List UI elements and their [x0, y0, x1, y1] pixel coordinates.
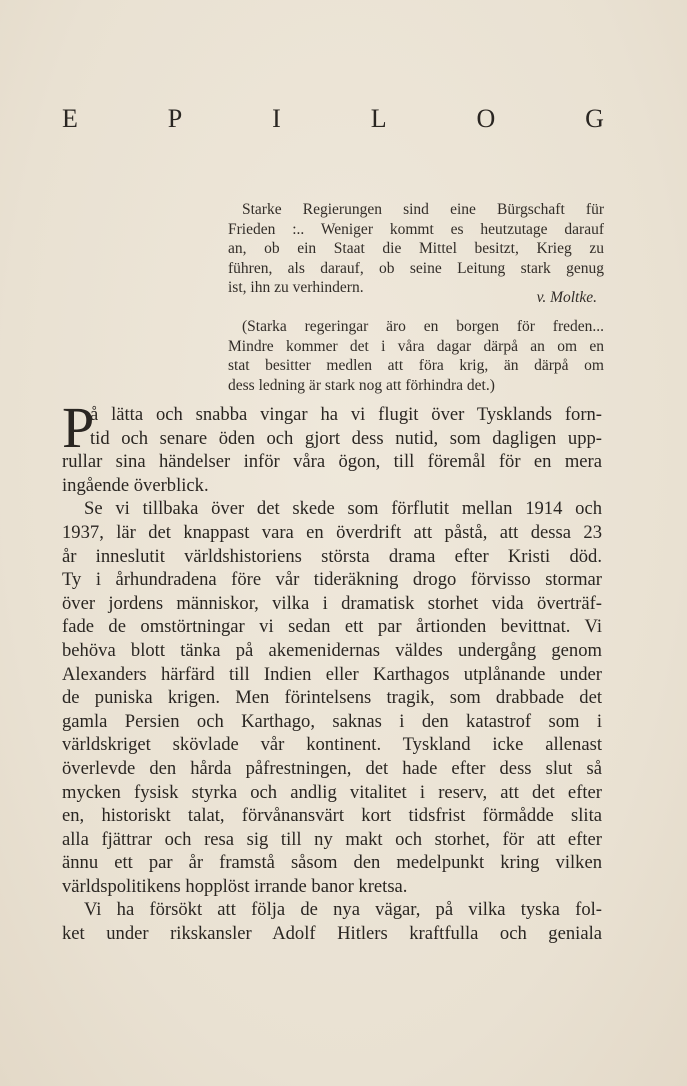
epigraph-german	[228, 200, 604, 298]
epigraph-line: stat besitter medlen att föra krig, än därpå om	[228, 357, 604, 374]
body-line: världskriget skövlade vår kontinent. Tyskland icke allenast	[62, 734, 602, 756]
body-line: tid och senare öden och gjort dess nutid, som dagligen upp-	[90, 427, 602, 449]
heading-letter: O	[476, 104, 496, 133]
epigraph-line: (Starka regeringar äro en borgen för freden...	[242, 318, 604, 335]
heading-letter: I	[272, 104, 281, 133]
body-line: de puniska krigen. Men förintelsens tragik, som drabbade det	[62, 687, 602, 709]
body-line: å lätta och snabba vingar ha vi flugit över Tysklands forn-	[90, 404, 602, 425]
epigraph-line: Mindre kommer det i våra dagar därpå an om en	[228, 337, 604, 355]
heading-letter: P	[167, 104, 183, 133]
body-line: ket under rikskansler Adolf Hitlers kraftfulla och geniala	[62, 923, 602, 945]
epigraph-line: Starke Regierungen sind eine Bürgschaft für	[242, 201, 604, 218]
body-line: år inneslutit världshistoriens största drama efter Kristi död.	[62, 545, 602, 567]
body-line: behöva blott tänka på akemenidernas väldes undergång genom	[62, 639, 602, 661]
epigraph-line: dess ledning är stark nog att förhindra det.)	[228, 376, 495, 394]
body-line: Vi ha försökt att följa de nya vägar, på vilka tyska fol-	[84, 899, 602, 921]
heading-letter: L	[370, 104, 387, 133]
epigraph-swedish	[228, 317, 604, 395]
body-line: ännu ett par år framstå såsom den medelpunkt kring vilken	[62, 852, 602, 874]
body-line: gamla Persien och Karthago, saknas i den katastrof som i	[62, 710, 602, 732]
epigraph-signature: v. Moltke.	[536, 289, 597, 306]
heading-letter: E	[62, 104, 78, 133]
heading-letter: G	[585, 104, 604, 133]
drop-cap: P	[62, 395, 95, 460]
epigraph-line: ist, ihn zu verhindern.	[228, 279, 364, 296]
body-line: alla fjättrar och resa sig till ny makt och storhet, för att efter	[62, 828, 602, 850]
body-line: Se vi tillbaka över det skede som förflutit mellan 1914 och	[84, 498, 602, 520]
body-line: Alexanders härfärd till Indien eller Karthagos utplånande under	[62, 663, 602, 685]
body-line: mycken fysisk styrka och andlig vitalitet i reserv, att det efter	[62, 781, 602, 803]
body-line: överlevde den hårda påfrestningen, det hade efter dess slut så	[62, 757, 602, 779]
body-line: 1937, lär det knappast vara en överdrift att påstå, att dessa 23	[62, 521, 602, 543]
epigraph-line: Frieden :.. Weniger kommt es heutzutage darauf	[228, 220, 604, 238]
body-line: fade de omstörtningar vi sedan ett par årtionden bevittnat. Vi	[62, 616, 602, 638]
body-line: ingående överblick.	[62, 474, 209, 496]
body-line: rullar sina händelser inför våra ögon, till föremål för en mera	[62, 451, 602, 473]
chapter-heading	[62, 104, 604, 134]
body-line: en, historiskt talat, förvånansvärt kort tidsfrist förmådde slita	[62, 805, 602, 827]
body-line: Ty i århundradena före vår tideräkning drogo förvisso stormar	[62, 569, 602, 591]
body-line: världspolitikens hopplöst irrande banor kretsa.	[62, 875, 408, 897]
body-text	[62, 395, 602, 946]
epigraph-line: führen, als darauf, ob seine Leitung stark genug	[228, 259, 604, 277]
body-line: över jordens människor, vilka i dramatisk storhet vida överträf-	[62, 592, 602, 614]
epigraph-line: an, ob ein Staat die Mittel besitzt, Krieg zu	[228, 240, 604, 257]
